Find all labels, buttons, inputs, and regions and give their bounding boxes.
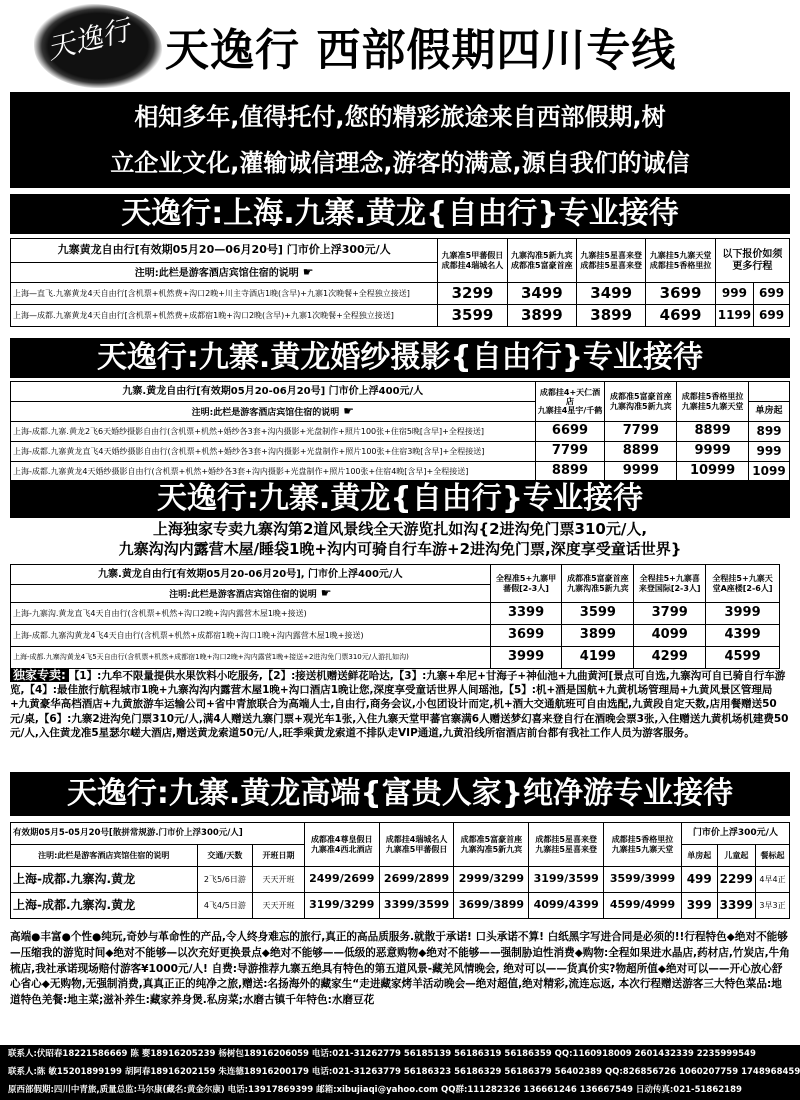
section4-banner: 天逸行:九寨.黄龙高端{富贵人家}纯净游专业接待 bbox=[10, 772, 790, 816]
service-promise: 高端●丰富●个性●纯玩,奇妙与革命性的产品,令人终身难忘的旅行,真正的高品质服务.就散于承诺! 口头承诺不算! 白纸黑字写进合同是必须的!!行程特色◆绝对不能够—压缩我的游览时间◆绝对不能够—以次充好更换景点◆绝对不能够——低级的恶意购物◆绝对不能够——强制胁迫性消费◆购物:全程如果进水晶店,药材店,竹炭店,牛角梳店,我社承诺现场赔付游客¥1000元/人! 自费:导游推荐九寨五绝具有特色的第五道风景-藏羌风情晚会, 绝对可以——货真价实?物超所值◆绝对可以——开心放心舒心省心◆无购物,无强制消费,真真正正的纯净之旅,赠送:名扬海外的藏家生“走进藏家烤羊活动晚会—绝对超值,绝对精彩,流连忘返, 本次行程赠送游客三大特色菜品:地道特色羌餐:地主菜;滋补养生:藏家养身煲.私房菜;水磨古镇千年特色:水磨豆花 bbox=[10, 931, 790, 1007]
table-row: 上海-成都.九寨沟.黄龙 2飞5/6日游 天天开班 2499/2699 2699/2899 2999/3299 3199/3599 3599/3999 499 2299 4早4正 bbox=[11, 867, 790, 893]
section1-valid: 九寨黄龙自由行[有效期05月20—06月20号] 门市价上浮300元/人 bbox=[11, 239, 438, 263]
section2-hotel-col: 成都挂4+天仁酒店 九寨挂4星宇/千鹤 bbox=[535, 382, 605, 422]
table-row: 上海-成都.九寨.黄龙2飞6天婚纱摄影自由行(含机票+机然+婚纱各3套+沟内摄影+光盘制作+照片100张+住宿5晚[含早]+全程接送] 6699 7799 8899 899 bbox=[11, 422, 790, 442]
pointing-hand-icon: ☛ bbox=[320, 585, 332, 600]
section3-hotel-col: 成都准5富豪首座 九寨沟准5新九宾 bbox=[562, 565, 634, 603]
contact-line-2: 联系人:陈 敏15201899199 胡阿春18916202159 朱连德18916200179 电话:021-31263779 56186323 56186329 56186379 56402389 QQ:826856726 1060207759 1748968459 bbox=[8, 1067, 800, 1077]
table-row: 上海-成都.九寨沟.黄龙 4飞4/5日游 天天开班 3199/3299 3399/3599 3699/3899 4099/4399 4599/4999 399 3399 3早3正 bbox=[11, 893, 790, 919]
section2-hotel-col: 成都准5富豪首座 九寨沟准5新九宾 bbox=[605, 382, 677, 422]
section2-banner: 天逸行:九寨.黄龙婚纱摄影{自由行}专业接待 bbox=[10, 338, 790, 378]
markup-head: 门市价上浮300元/人 bbox=[681, 823, 789, 845]
brand-logo bbox=[34, 4, 162, 88]
section1-extra-head: 以下报价如须更多行程 bbox=[715, 239, 789, 283]
section4-hotel-col: 成都挂4瑞城名人 九寨准5甲蕃假日 bbox=[379, 823, 454, 867]
table-row: 上海-成都.九寨沟黄龙4飞5天自由行(含机票+机然+成都宿1晚+沟口2晚+沟内露营1晚+接送+2进沟免门票310元/人游扎如沟) 3999 4199 4299 4599 bbox=[11, 647, 780, 669]
table-row: 上海-成都.九寨黄龙直飞4天婚纱摄影自由行(含机票+机然+婚纱各3套+沟内摄影+光盘制作+照片100张+住宿3晚[含早]+全程接送] 7799 8899 9999 999 bbox=[11, 442, 790, 462]
section1-note: 注明:此栏是游客酒店宾馆住宿的说明 ☛ bbox=[11, 263, 438, 283]
section3-hotel-col: 全程挂5+九寨天 堂A座楼[2-6人] bbox=[706, 565, 780, 603]
section2-hotel-col: 成都挂5香格里拉 九寨挂5九寨天堂 bbox=[677, 382, 749, 422]
logo-text: 天逸行 bbox=[43, 13, 134, 66]
section3-banner: 天逸行:九寨.黄龙{自由行}专业接待 bbox=[10, 480, 790, 518]
section1-price-table bbox=[10, 238, 790, 327]
section3-hotel-col: 全程准5+九寨甲 蕃假[2-3人] bbox=[490, 565, 562, 603]
page-title: 天逸行 西部假期四川专线 bbox=[165, 25, 677, 76]
section1-hotel-col: 九寨挂5九寨天堂 成都挂5香格里拉 bbox=[646, 239, 715, 283]
single-room-head: 单房起 bbox=[749, 402, 790, 422]
section3-price-table bbox=[10, 564, 780, 669]
section4-valid: 有效期05月5-05月20号[散拼常规游.门市价上浮300元/人] bbox=[11, 823, 305, 845]
section4-hotel-col: 成都挂5星喜来登 九寨挂5星喜来登 bbox=[529, 823, 604, 867]
table-row: 上海—成都.九寨黄龙4天自由行[含机票+机然费+成都宿1晚+沟口2晚(含早)+九寨1次晚餐+全程独立接送] 3599 3899 3899 4699 1199 699 bbox=[11, 305, 790, 327]
pointing-hand-icon: ☛ bbox=[302, 264, 314, 279]
section2-note: 注明:此栏是游客酒店宾馆住宿的说明 ☛ bbox=[11, 402, 536, 422]
intro-banner bbox=[10, 92, 790, 188]
section4-price-table: 有效期05月5-05月20号[散拼常规游.门市价上浮300元/人] 成都准4尊皇假日 九寨准4西北酒店 成都挂4瑞城名人 九寨准5甲蕃假日 成都准5富豪首座 九寨沟准5新九宾 成都挂5星喜来登 九寨挂5星喜来登 成都挂5香格里拉 九寨挂5九寨天堂 门市价上浮300元/人 注明:此栏是游客酒店宾馆住宿的说明 交通/天数 开班日期 单房起 儿童起 餐标起 上海-成都.九寨沟.黄龙 2飞5/6日游 天天开班 2499/2699 2699/2899 2999/3299 3199/3599 3599/3999 499 2299 4早4正 上海-成都.九寨沟.黄龙 4飞4/5日游 天天开班 3199/3299 3399/3599 3699/3899 4099/4399 4599/4999 399 3399 3早3正 bbox=[10, 822, 790, 919]
table-row: 上海-成都.九寨黄龙4天婚纱摄影自由行(含机票+机然+婚纱各3套+沟内摄影+光盘制作+照片100张+住宿4晚[含早]+全程接送] 8899 9999 10999 1099 bbox=[11, 462, 790, 482]
exclusive-text: 【1】:九牟不限量提供水果饮料小吃服务,【2】:接送机赠送鲜花哈达,【3】:九寨+牟尼+甘海子+神仙池+九曲黄河[景点可自选,九寨沟可自已骑自行车游览,【4】:最佳旅行航程城市1晚+九寨沟沟内露营木屋1晚+沟口酒店1晚让您,深度享受童话世界人间瑶池,【5】:机+酒是国航+九黄机场管理局+九黄风景区管理局+九黄豪华高档酒店+九黄旅游车运输公司+省中青旅联合为高端人士,自由行,商务会议,小包团设计而定,机+酒大交通航班可自由选配,九黄段自定天数,店用餐赠送50元/桌,【6】:九寨2进沟免门票310元/人,满4人赠送九寨门票+观光车1张,入住九寨天堂甲蕃官寨满6人赠送梦幻喜来登自行在酒晚会票3张,入住赠送九黄机场机建费50元/人,入住黄龙准5星瑟尔嵯大酒店,赠送黄龙索道50元/人,旺季乘黄龙索道不排队走VIP通道,九黄沿线所宿酒店前台都有我社工作人员为游客服务。 bbox=[10, 670, 789, 739]
section2-valid: 九寨.黄龙自由行[有效期05月20-06月20号] 门市价上浮400元/人 bbox=[11, 382, 536, 402]
section4-hotel-col: 成都挂5香格里拉 九寨挂5九寨天堂 bbox=[604, 823, 682, 867]
header bbox=[0, 0, 800, 88]
intro-line-2: 立企业文化,灌输诚信理念,游客的满意,源自我们的诚信 bbox=[110, 149, 690, 177]
pointing-hand-icon: ☛ bbox=[343, 403, 354, 418]
intro-line-1: 相知多年,值得托付,您的精彩旅途来自西部假期,树 bbox=[134, 103, 666, 131]
section1-hotel-col: 九寨准5甲蕃假日 成都挂4瑞城名人 bbox=[438, 239, 507, 283]
table-row: 上海-成都.九寨沟黄龙4飞4天自由行(含机票+机然+成都宿1晚+沟口1晚+沟内露营木屋1晚+接送) 3699 3899 4099 4399 bbox=[11, 625, 780, 647]
contact-line-1: 联系人:伏昭春18221586669 陈 婴18916205239 杨树包18916206059 电话:021-31262779 56185139 56186319 56186359 QQ:1160918009 2601432339 2235999549 bbox=[8, 1049, 756, 1059]
section1-banner: 天逸行:上海.九寨.黄龙{自由行}专业接待 bbox=[10, 194, 790, 234]
days-head: 交通/天数 bbox=[197, 845, 253, 867]
contact-footer bbox=[0, 1045, 800, 1100]
table-row: 上海—直飞.九寨黄龙4天自由行[含机票+机然费+沟口2晚+川主寺酒店1晚(含早)+九寨1次晚餐+全程独立接送] 3299 3499 3499 3699 999 699 bbox=[11, 283, 790, 305]
section1-hotel-col: 九寨沟准5新九宾 成都准5富豪首座 bbox=[507, 239, 576, 283]
section3-hotel-col: 全程挂5+九寨喜 来登国际[2-3人] bbox=[634, 565, 706, 603]
date-head: 开班日期 bbox=[253, 845, 305, 867]
section3-note: 注明:此栏是游客酒店宾馆住宿的说明 ☛ bbox=[11, 585, 491, 603]
exclusive-tag: 独家专卖: bbox=[10, 668, 69, 682]
section1-hotel-col: 九寨挂5星喜来登 成都挂5星喜来登 bbox=[577, 239, 646, 283]
section4-hotel-col: 成都准5富豪首座 九寨沟准5新九宾 bbox=[454, 823, 529, 867]
section3-valid: 九寨.黄龙自由行[有效期05月20-06月20号], 门市价上浮400元/人 bbox=[11, 565, 491, 585]
section4-note: 注明:此栏是游客酒店宾馆住宿的说明 bbox=[11, 845, 198, 867]
contact-line-3: 原西部假期:四川中青旅,质量总监:马尔康(藏名:黄金尔康) 电话:13917869399 邮箱:xibujiaqi@yahoo.com QQ群:111282326 136661246 136667549 日动传真:021-51862189 bbox=[8, 1085, 742, 1095]
table-row: 上海-九寨沟.黄龙直飞4天自由行(含机票+机然+沟口2晚+沟内露营木屋1晚+接送) 3399 3599 3799 3999 bbox=[11, 603, 780, 625]
exclusive-features bbox=[10, 668, 790, 768]
section3-subtitle: 上海独家专卖九寨沟第2道风景线全天游览扎如沟{2进沟免门票310元/人, 九寨沟沟内露营木屋/睡袋1晚+沟内可骑自行车游+2进沟免门票,深度享受童话世界} bbox=[118, 520, 682, 558]
section4-hotel-col: 成都准4尊皇假日 九寨准4西北酒店 bbox=[304, 823, 379, 867]
section2-price-table bbox=[10, 381, 790, 482]
